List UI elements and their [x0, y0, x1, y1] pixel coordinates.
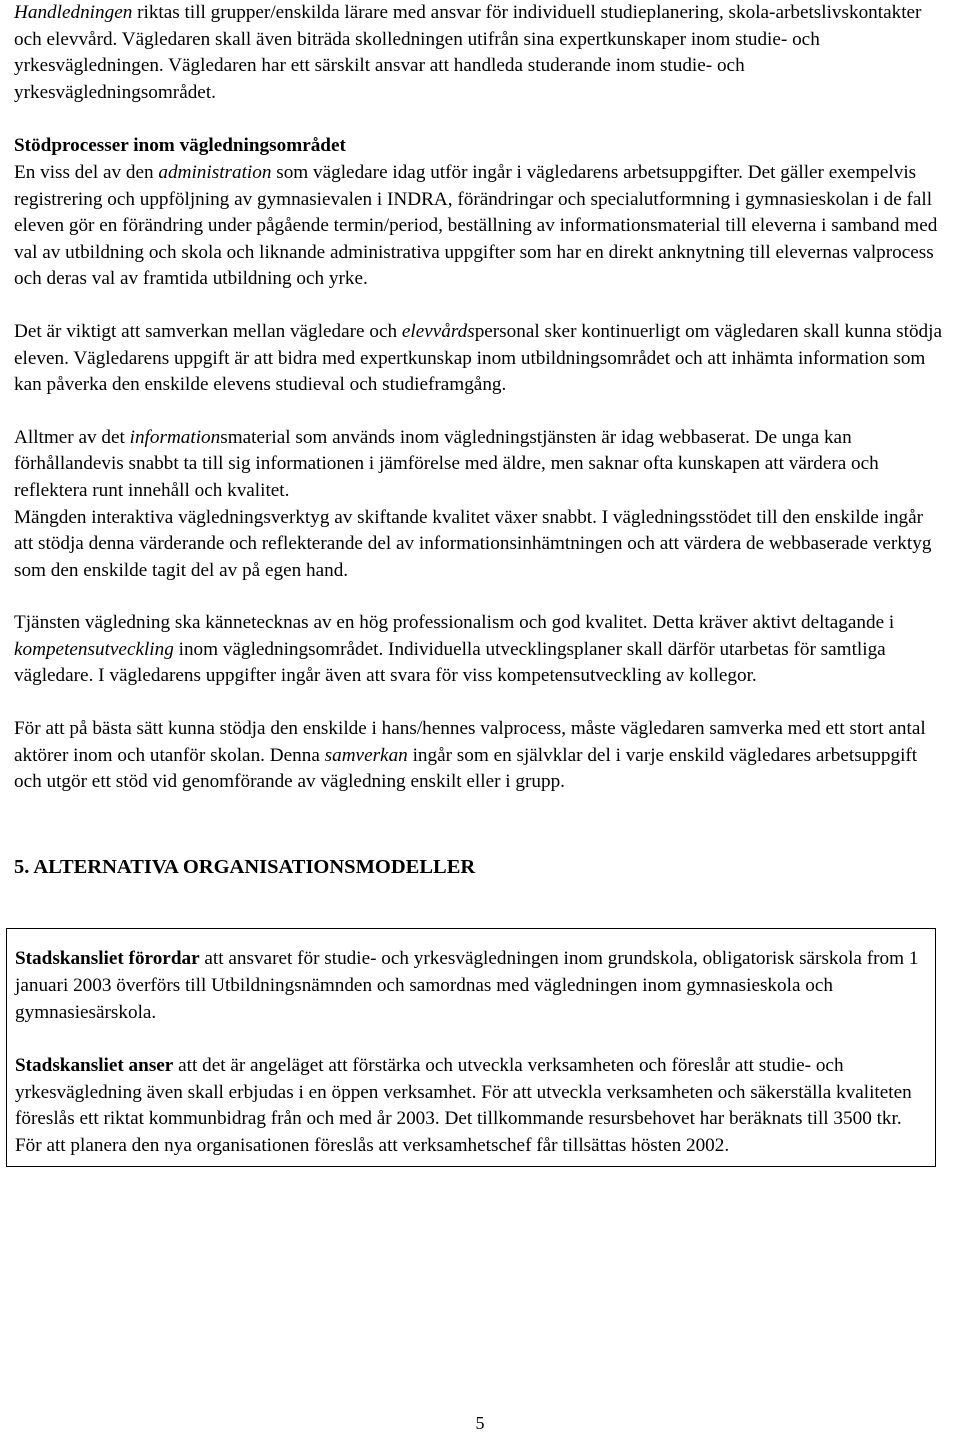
text-run: som vägledare idag utför ingår i vägledarens arbetsuppgifter. Det gäller exempelvis registrering och uppföljning av gymnasievalen i INDRA, förändringar och specialutformning i gymnasieskolan i de fall eleven gör en förändring under pågående termin/period, beställning av informationsmaterial till eleverna i samband med val av utbildning och skola och liknande administrativa uppgifter som har en direkt anknytning till elevernas valprocess och deras val av framtida utbildning och yrke. [14, 161, 938, 290]
page-number: 5 [475, 1413, 485, 1433]
paragraph-handledning [14, 0, 946, 106]
text-run: att ansvaret för studie- och yrkesvägledningen inom grundskola, obligatorisk särskola from 1 januari 2003 överförs till Utbildningsnämnden och samordnas med vägledningen inom gymnasieskola och gymnasiesärskola. [15, 948, 919, 1023]
paragraph-samverkan-elevvard [14, 319, 946, 399]
text-run: Tjänsten vägledning ska kännetecknas av en hög professionalism och god kvalitet. Detta kräver aktivt deltagande i [14, 612, 895, 634]
paragraph-stodprocesser [14, 133, 946, 293]
text-run: att det är angeläget att förstärka och utveckla verksamheten och föreslår att studie- och yrkesvägledning även skall erbjudas i en öppen verksamhet. För att utveckla verksamheten och säkerställa kvaliteten föreslås ett riktat kommunbidrag från och med år 2003. Det tillkommande resursbehovet har beräknats till 3500 tkr. För att planera den nya organisationen föreslås att verksamhetschef får tillsättas hösten 2002. [15, 1055, 912, 1156]
text-run: Stödprocesser inom vägledningsområdet [14, 135, 346, 157]
text-run: inom vägledningsområdet. Individuella utvecklingsplaner skall därför utarbetas för samtliga vägledare. I vägledarens uppgifter ingår även att svara för viss kompetensutveckling av kollegor. [14, 638, 886, 687]
paragraph-samverkan-aktorer [14, 716, 946, 796]
text-run: information [129, 426, 221, 448]
document-page [14, 0, 946, 1167]
text-run: personal sker kontinuerligt om vägledaren skall kunna stödja eleven. Vägledarens uppgift är att bidra med expertkunskap inom utbildningsområdet och att inhämta information som kan påverka den enskilde elevens studieval och studieframgång. [14, 320, 942, 396]
text-run: samverkan [324, 744, 408, 766]
proposal-anser [15, 1053, 927, 1159]
text-run: riktas till grupper/enskilda lärare med ansvar för individuell studieplanering, skola-arbetslivskontakter och elevvård. Vägledaren skall även biträda skolledningen utifrån sina expertkunskaper inom studie- och yrkesvägledningen. Vägledaren har ett särskilt ansvar att handleda studerande inom studie- och yrkesvägledningsområdet. [14, 2, 922, 103]
text-run: En viss del av den [14, 161, 159, 183]
text-run: Handledningen [14, 2, 133, 23]
paragraph-kompetensutveckling [14, 610, 946, 690]
text-run: administration [158, 161, 272, 183]
text-run: ingår som en självklar del i varje enskild vägledares arbetsuppgift och utgör ett stöd vid genomförande av vägledning enskilt eller i grupp. [14, 744, 918, 793]
proposal-forordar [15, 946, 927, 1026]
text-run: kompetensutveckling [14, 638, 174, 660]
text-run: Mängden interaktiva vägledningsverktyg av skiftande kvalitet växer snabbt. I vägledningsstödet till den enskilde ingår att stödja denna värderande och reflekterande del av informationsinhämtningen och att värdera de webbaserade verktyg som den enskilde tagit del av på egen hand. [14, 506, 932, 581]
proposal-box [6, 928, 936, 1166]
section-heading: 5. ALTERNATIVA ORGANISATIONSMODELLER [14, 855, 476, 878]
text-run: Stadskansliet förordar [15, 948, 200, 970]
text-run: Stadskansliet anser [15, 1055, 174, 1077]
text-run: Alltmer av det [14, 426, 130, 448]
text-run: För att på bästa sätt kunna stödja den enskilde i hans/hennes valprocess, måste vägledaren samverka med ett stort antal aktörer inom och utanför skolan. Denna [14, 718, 926, 766]
paragraph-webbaserat-material [14, 425, 946, 585]
text-run: smaterial som används inom vägledningstjänsten är idag webbaserat. De unga kan förhållandevis snabbt ta till sig informationen i jämförelse med äldre, men saknar ofta kunskapen att värdera och reflektera runt innehåll och kvalitet. [14, 426, 879, 501]
text-run: Det är viktigt att samverkan mellan vägledare och [14, 320, 402, 342]
text-run: elevvårds [401, 320, 475, 342]
